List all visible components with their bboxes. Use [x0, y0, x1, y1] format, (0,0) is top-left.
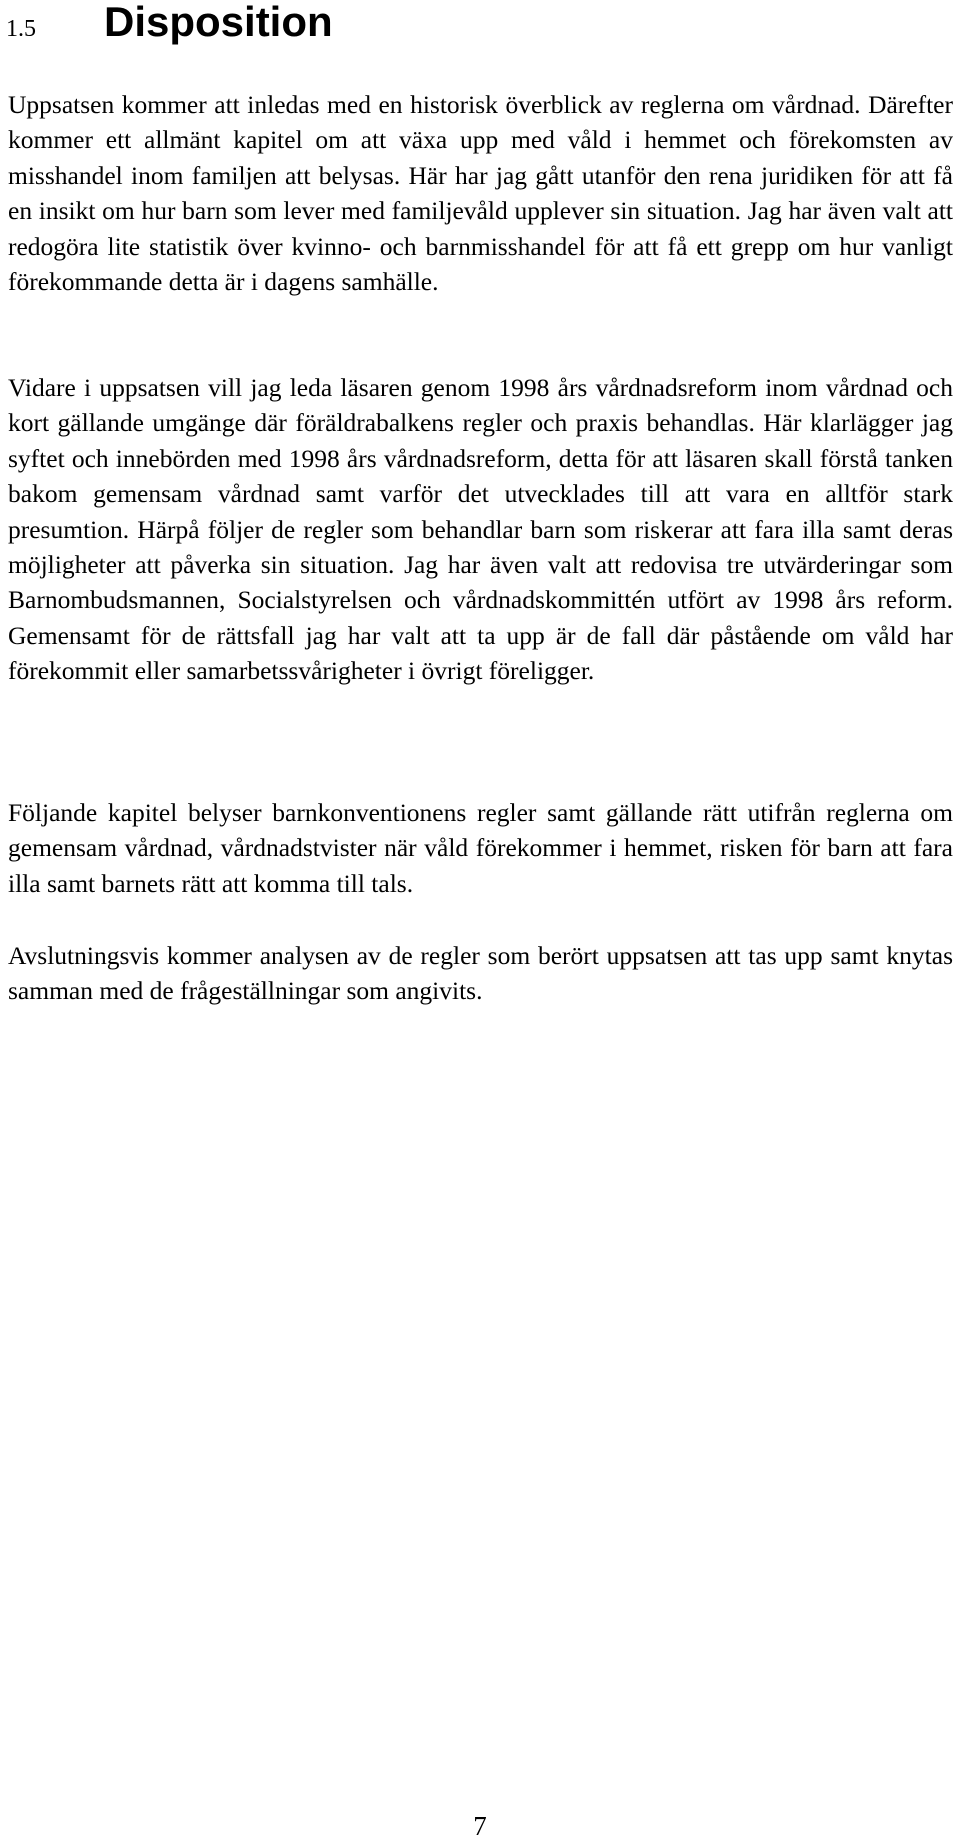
section-title: Disposition [104, 0, 333, 45]
section-heading [6, 0, 333, 44]
paragraph-intro: Uppsatsen kommer att inledas med en historisk överblick av reglerna om vårdnad. Därefter kommer ett allmänt kapitel om att växa upp med våld i hemmet och förekomsten av misshandel inom familjen att belysas. Här har jag gått utanför den rena juridiken för att få en insikt om hur barn som lever med familjevåld upplever sin situation. Jag har även valt att redogöra lite statistik över kvinno- och barnmisshandel för att få ett grepp om hur vanligt förekommande detta är i dagens samhälle. [8, 90, 953, 297]
paragraph-convention: Följande kapitel belyser barnkonventionens regler samt gällande rätt utifrån reglerna om gemensam vårdnad, vårdnadstvister när våld förekommer i hemmet, risken för barn att fara illa samt barnets rätt att komma till tals. [8, 798, 953, 898]
paragraph-conclusion: Avslutningsvis kommer analysen av de regler som berört uppsatsen att tas upp samt knytas samman med de frågeställningar som angivits. [8, 941, 953, 1006]
paragraph-reform: Vidare i uppsatsen vill jag leda läsaren genom 1998 års vårdnadsreform inom vårdnad och kort gällande umgänge där föräldrabalkens regler och praxis behandlas. Här klarlägger jag syftet och innebörden med 1998 års vårdnadsreform, detta för att läsaren skall förstå tanken bakom gemensam vårdnad samt varför det utvecklades till att vara en alltför stark presumtion. Härpå följer de regler som behandlar barn som riskerar att fara illa samt deras möjligheter att påverka sin situation. Jag har även valt att redovisa tre utvärderingar som Barnombudsmannen, Socialstyrelsen och vårdnadskommittén utfört av 1998 års reform. Gemensamt för de rättsfall jag har valt att ta upp är de fall där påstående om våld har förekommit eller samarbetssvårigheter i övrigt föreligger. [8, 373, 953, 686]
section-number: 1.5 [6, 16, 36, 42]
page-number: 7 [473, 1811, 487, 1841]
